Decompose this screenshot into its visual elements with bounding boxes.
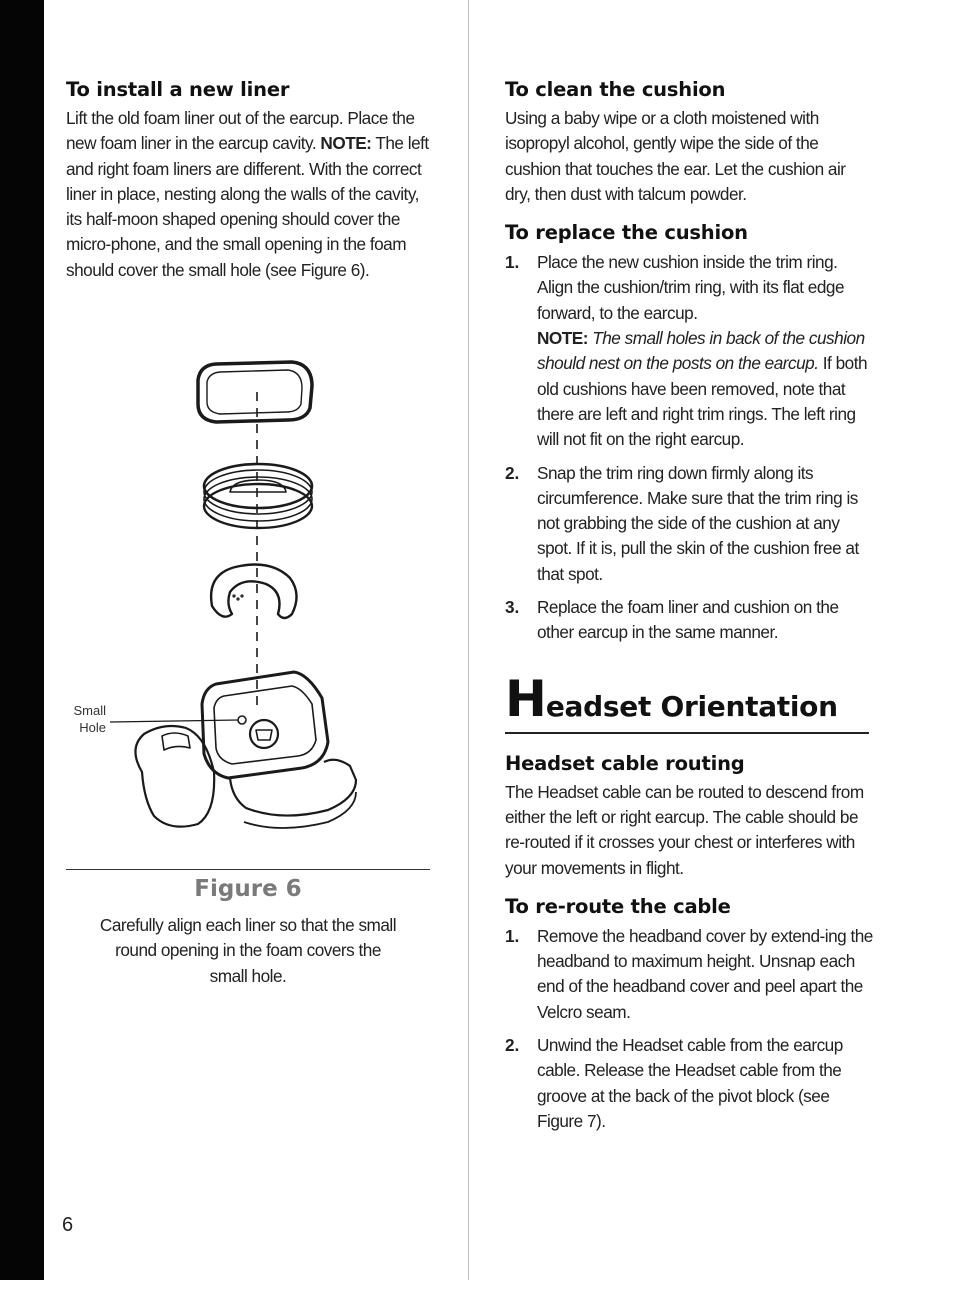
reroute-step-1	[505, 924, 875, 1025]
step-text: Remove the headband cover by extend-ing the headband to maximum height. Unsnap each end of the headband cover and peel apart the Velcro seam.	[537, 925, 873, 1022]
foam-liner-shape	[211, 565, 296, 619]
figure-divider	[66, 869, 430, 870]
install-p2: Place the new foam liner in the earcup cavity.	[66, 108, 415, 154]
section-title-headset-orientation	[505, 670, 875, 728]
figure-caption: Carefully align each liner so that the small round opening in the foam covers the small hole.	[99, 915, 397, 986]
headband-pad-shape	[135, 726, 214, 827]
reroute-cable-steps	[505, 924, 875, 1134]
step-text: Snap the trim ring down firmly along its circumference. Make sure that the trim ring is not grabbing the side of the cushion at any spot. If it is, pull the skin of the cushion free at that spot.	[537, 462, 859, 584]
step-number: 1.	[505, 252, 520, 273]
install-note-text: The left and right foam liners are different. With the correct liner in place, nesting along the walls of the cavity, its half-moon shaped opening should cover the micro-phone, and the small opening in the foam should cover the small hole (see Figure 6).	[66, 133, 429, 280]
step-text: Place the new cushion inside the trim ring. Align the cushion/trim ring, with its flat edge forward, to the earcup.	[537, 252, 845, 323]
replace-step-3	[505, 595, 875, 646]
step-text: Unwind the Headset cable from the earcup cable. Release the Headset cable from the groove at the back of the pivot block (see Figure 7).	[537, 1035, 843, 1131]
cable-routing-heading: Headset cable routing	[505, 751, 745, 775]
step-text: Replace the foam liner and cushion on the other earcup in the same manner.	[537, 597, 839, 643]
binding-strip	[0, 0, 44, 1280]
small-hole-label: Small Hole	[73, 703, 106, 735]
install-liner-text	[66, 106, 438, 283]
right-column	[505, 78, 875, 1142]
install-p1: Lift the old foam liner out of the earcup.	[66, 108, 344, 128]
install-liner-heading: To install a new liner	[66, 78, 290, 101]
column-divider	[468, 0, 469, 1280]
figure-6-illustration	[66, 352, 438, 842]
section-title-initial: H	[505, 669, 546, 728]
replace-step-1	[505, 250, 875, 452]
replace-cushion-steps	[505, 250, 875, 645]
reroute-step-2	[505, 1033, 875, 1134]
replace-note-label: NOTE:	[537, 328, 588, 349]
replace-cushion-heading: To replace the cushion	[505, 221, 748, 245]
earcup-shape	[202, 672, 328, 778]
page-number: 6	[62, 1214, 74, 1236]
step-number: 3.	[505, 597, 520, 618]
exploded-earcup-drawing	[66, 352, 438, 842]
replace-note-italic: The small holes in back of the cushion should nest on the posts on the earcup.	[537, 328, 865, 374]
replace-note-rest: If both old cushions have been removed, note that there are left and right trim rings. The left ring will not fit on the right earcup.	[537, 353, 868, 450]
step-number: 2.	[505, 1035, 520, 1056]
step-number: 1.	[505, 925, 520, 946]
left-column	[66, 78, 438, 283]
reroute-cable-heading: To re-route the cable	[505, 894, 731, 918]
step-number: 2.	[505, 462, 520, 483]
clean-cushion-text: Using a baby wipe or a cloth moistened with isopropyl alcohol, gently wipe the side of the cushion that touches the ear. Let the cushion air dry, then dust with talcum powder.	[505, 108, 846, 204]
section-title-rest: eadset Orientation	[545, 689, 838, 723]
earcup-port	[250, 720, 278, 748]
install-note-label: NOTE:	[320, 133, 372, 154]
section-title-rule	[505, 732, 869, 734]
clean-cushion-heading: To clean the cushion	[505, 78, 726, 101]
small-hole-callout-line	[110, 720, 238, 722]
figure-title: Figure 6	[194, 876, 302, 902]
cable-routing-text: The Headset cable can be routed to descend from either the left or right earcup. The cable should be re-routed if it crosses your chest or interferes with your movements in flight.	[505, 781, 864, 878]
replace-step-2	[505, 461, 875, 587]
